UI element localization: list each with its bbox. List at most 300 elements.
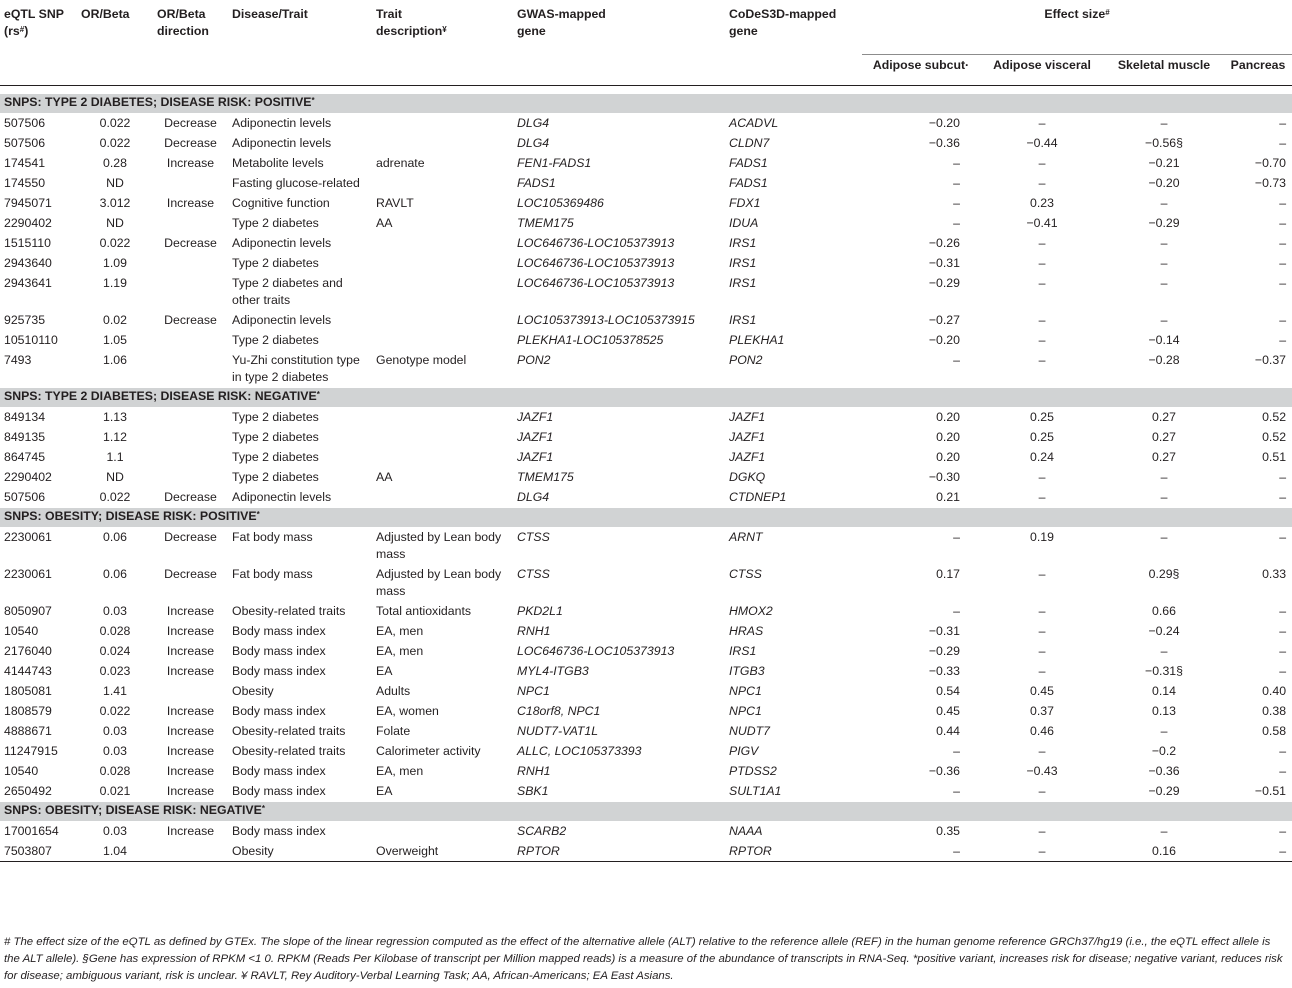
cell-effect-pancreas: – (1279, 824, 1287, 838)
cell-effect-adipose-visceral: – (1038, 156, 1046, 170)
cell-direction (153, 467, 228, 487)
cell-effect-skeletal-muscle: −0.36 (1148, 764, 1180, 778)
cell-snp: 864745 (4, 450, 46, 464)
cell-disease-trait: Obesity (228, 841, 372, 862)
cell-effect-skeletal-muscle: – (1160, 116, 1168, 130)
table-footnote: # The effect size of the eQTL as defined by GTEx. The slope of the linear regression computed as the effect of the alternative allele (ALT) relative to the reference allele (REF) in the human genome reference GRCh37/hg19 (i.e., the eQTL effect allele is the ALT allele). §Gene has expression of RPKM <1 0. RPKM (Reads Per Kilobase of transcript per Million mapped reads) is a measure of the abundance of transcripts in RNA-Seq. *positive variant, increases risk for disease; negative variant, reduces risk for disease; ambiguous variant, risk is unclear. ¥ RAVLT, Rey Auditory-Verbal Learning Task; AA, African-Americans; EA East Asians. (4, 936, 1283, 982)
cell-direction: Increase (166, 744, 215, 758)
cell-effect-skeletal-muscle: 0.27 (1152, 410, 1176, 424)
cell-effect-adipose-visceral: – (1038, 644, 1046, 658)
table-row (0, 721, 1292, 741)
cell-gwas-gene: JAZF1 (517, 430, 554, 444)
cell-trait-description (372, 330, 513, 350)
cell-codes3d-gene: PLEKHA1 (729, 333, 785, 347)
table-row (0, 601, 1292, 621)
cell-or-beta: ND (106, 216, 124, 230)
cell-codes3d-gene: PON2 (729, 353, 763, 367)
cell-or-beta: 0.28 (103, 156, 127, 170)
cell-gwas-gene: NUDT7-VAT1L (517, 724, 599, 738)
section-title: SNPS: OBESITY; DISEASE RISK: NEGATIVE* (0, 802, 1292, 822)
cell-trait-description (372, 133, 513, 153)
cell-effect-adipose-subcut: −0.36 (928, 764, 960, 778)
cell-gwas-gene: DLG4 (517, 490, 550, 504)
cell-effect-adipose-subcut: – (953, 530, 960, 544)
cell-snp: 925735 (4, 313, 46, 327)
cell-disease-trait: Body mass index (232, 624, 326, 638)
cell-effect-skeletal-muscle: 0.16 (1104, 841, 1224, 862)
cell-or-beta: 3.012 (99, 196, 131, 210)
cell-effect-pancreas: – (1279, 236, 1287, 250)
cell-direction (153, 447, 228, 467)
cell-effect-pancreas: −0.37 (1254, 353, 1287, 367)
cell-gwas-gene: FADS1 (517, 176, 556, 190)
cell-direction (153, 173, 228, 193)
cell-codes3d-gene: IDUA (729, 216, 759, 230)
cell-effect-adipose-visceral: −0.41 (1026, 216, 1058, 230)
section-header-row (0, 508, 1292, 528)
cell-or-beta: 1.1 (106, 450, 124, 464)
header-tissue-adipose-visceral: Adipose visceral (980, 55, 1104, 86)
cell-effect-skeletal-muscle: −0.24 (1148, 624, 1180, 638)
cell-effect-adipose-subcut: −0.26 (928, 236, 960, 250)
cell-effect-adipose-subcut: – (953, 784, 960, 798)
header-trait-description: Trait description¥ (376, 7, 447, 38)
cell-gwas-gene: C18orf8, NPC1 (517, 704, 601, 718)
cell-effect-pancreas: 0.52 (1262, 410, 1287, 424)
cell-effect-skeletal-muscle: −0.29 (1148, 216, 1180, 230)
cell-effect-adipose-subcut: 0.20 (936, 450, 960, 464)
cell-codes3d-gene: JAZF1 (729, 450, 766, 464)
cell-codes3d-gene: FDX1 (729, 196, 761, 210)
cell-effect-adipose-visceral: 0.23 (1030, 196, 1054, 210)
cell-trait-description: adrenate (376, 156, 425, 170)
cell-effect-pancreas: 0.52 (1262, 430, 1287, 444)
table-row (0, 407, 1292, 427)
cell-effect-pancreas: 0.38 (1262, 704, 1287, 718)
cell-effect-adipose-subcut: – (953, 216, 960, 230)
cell-effect-skeletal-muscle: −0.2 (1151, 744, 1177, 758)
cell-snp: 1515110 (4, 236, 51, 250)
cell-gwas-gene: JAZF1 (517, 450, 554, 464)
cell-trait-description (372, 253, 513, 273)
cell-codes3d-gene: HRAS (729, 624, 764, 638)
section-title: SNPS: TYPE 2 DIABETES; DISEASE RISK: POSITIVE* (0, 94, 1292, 114)
cell-gwas-gene: CTSS (517, 567, 550, 581)
cell-effect-skeletal-muscle: – (1160, 644, 1168, 658)
cell-effect-adipose-subcut: −0.20 (928, 333, 960, 347)
cell-effect-adipose-subcut: 0.44 (936, 724, 960, 738)
cell-gwas-gene: DLG4 (517, 136, 550, 150)
cell-snp: 507506 (4, 116, 46, 130)
cell-gwas-gene: FEN1-FADS1 (517, 156, 592, 170)
cell-effect-adipose-visceral: – (1038, 116, 1046, 130)
cell-gwas-gene: RPTOR (513, 841, 725, 862)
cell-snp: 174541 (4, 156, 46, 170)
table-row (0, 310, 1292, 330)
cell-disease-trait: Adiponectin levels (232, 236, 332, 250)
cell-or-beta: 0.021 (99, 784, 131, 798)
cell-codes3d-gene: IRS1 (729, 256, 757, 270)
cell-snp: 4888671 (4, 724, 52, 738)
cell-gwas-gene: PLEKHA1-LOC105378525 (517, 333, 664, 347)
cell-effect-adipose-subcut: −0.33 (928, 664, 960, 678)
cell-effect-skeletal-muscle: −0.21 (1148, 156, 1180, 170)
table-header (0, 0, 1292, 94)
cell-trait-description: Adjusted by Lean body mass (376, 567, 502, 598)
cell-direction (153, 213, 228, 233)
cell-codes3d-gene: IRS1 (729, 236, 757, 250)
cell-effect-adipose-subcut: – (953, 744, 960, 758)
cell-gwas-gene: MYL4-ITGB3 (517, 664, 589, 678)
cell-gwas-gene: SBK1 (517, 784, 549, 798)
cell-snp: 174550 (4, 176, 46, 190)
cell-or-beta: 1.06 (103, 353, 127, 367)
cell-codes3d-gene: JAZF1 (729, 410, 766, 424)
cell-effect-pancreas: 0.58 (1262, 724, 1287, 738)
cell-or-beta: 1.12 (103, 430, 127, 444)
cell-gwas-gene: TMEM175 (517, 216, 574, 230)
header-snp: eQTL SNP (rs#) (4, 7, 64, 38)
cell-trait-description (372, 113, 513, 133)
cell-trait-description (372, 487, 513, 508)
cell-effect-pancreas: – (1279, 196, 1287, 210)
cell-direction: Decrease (164, 490, 217, 504)
cell-gwas-gene: LOC646736-LOC105373913 (517, 276, 675, 290)
cell-effect-adipose-visceral: 0.24 (1030, 450, 1054, 464)
cell-disease-trait: Adiponectin levels (232, 136, 332, 150)
cell-disease-trait: Body mass index (232, 764, 326, 778)
cell-disease-trait: Fasting glucose-related (232, 176, 360, 190)
cell-effect-skeletal-muscle: 0.29§ (1148, 567, 1180, 581)
cell-snp: 10510110 (4, 333, 58, 347)
cell-disease-trait: Body mass index (232, 824, 326, 838)
cell-effect-adipose-subcut: 0.20 (936, 430, 960, 444)
cell-snp: 7493 (4, 353, 32, 367)
cell-effect-pancreas: – (1279, 530, 1287, 544)
cell-disease-trait: Body mass index (232, 704, 326, 718)
cell-disease-trait: Obesity-related traits (232, 724, 346, 738)
cell-effect-pancreas: – (1279, 490, 1287, 504)
cell-direction: Decrease (164, 116, 217, 130)
cell-effect-adipose-subcut: 0.45 (936, 704, 960, 718)
header-codes3d-gene: CoDeS3D-mapped gene (729, 7, 837, 38)
cell-effect-skeletal-muscle: −0.28 (1148, 353, 1180, 367)
cell-or-beta: 1.41 (103, 684, 127, 698)
table-row (0, 330, 1292, 350)
cell-effect-pancreas: 0.40 (1262, 684, 1287, 698)
cell-snp: 7945071 (4, 196, 52, 210)
cell-or-beta: 1.19 (103, 276, 127, 290)
header-tissue-pancreas: Pancreas (1224, 55, 1292, 86)
header-tissue-skeletal-muscle: Skeletal muscle (1104, 55, 1224, 86)
cell-snp: 1808579 (4, 704, 52, 718)
table-body (0, 94, 1292, 862)
cell-direction: Increase (166, 156, 215, 170)
cell-effect-pancreas: −0.70 (1254, 156, 1287, 170)
cell-trait-description: Folate (376, 724, 411, 738)
cell-trait-description (372, 427, 513, 447)
cell-trait-description: AA (376, 216, 393, 230)
cell-effect-skeletal-muscle: – (1160, 724, 1168, 738)
cell-direction (153, 841, 228, 862)
cell-disease-trait: Type 2 diabetes (232, 256, 319, 270)
cell-effect-pancreas: −0.51 (1254, 784, 1287, 798)
cell-effect-pancreas: – (1279, 256, 1287, 270)
cell-effect-pancreas: – (1279, 333, 1287, 347)
cell-or-beta: 0.022 (99, 236, 131, 250)
table-row (0, 564, 1292, 601)
cell-codes3d-gene: DGKQ (729, 470, 766, 484)
cell-or-beta: 0.023 (99, 664, 131, 678)
cell-or-beta: 0.022 (99, 490, 131, 504)
table-row (0, 741, 1292, 761)
cell-effect-adipose-subcut: −0.36 (928, 136, 960, 150)
cell-effect-skeletal-muscle: 0.14 (1152, 684, 1176, 698)
cell-effect-skeletal-muscle: – (1160, 313, 1168, 327)
cell-direction (153, 330, 228, 350)
header-direction: OR/Beta direction (157, 7, 209, 38)
cell-disease-trait: Type 2 diabetes (232, 333, 319, 347)
cell-effect-pancreas: – (1279, 764, 1287, 778)
cell-disease-trait: Type 2 diabetes (232, 470, 319, 484)
table-row (0, 350, 1292, 388)
cell-or-beta: 0.06 (103, 530, 127, 544)
cell-disease-trait: Adiponectin levels (232, 490, 332, 504)
table-row (0, 113, 1292, 133)
cell-effect-adipose-visceral: 0.45 (1030, 684, 1054, 698)
cell-snp: 2176040 (4, 644, 52, 658)
cell-effect-adipose-visceral: – (1038, 236, 1046, 250)
cell-codes3d-gene: IRS1 (729, 644, 757, 658)
cell-effect-adipose-subcut: −0.20 (928, 116, 960, 130)
cell-effect-pancreas: – (1279, 116, 1287, 130)
cell-gwas-gene: SCARB2 (517, 824, 567, 838)
cell-direction: Decrease (164, 313, 217, 327)
table-row (0, 273, 1292, 310)
cell-gwas-gene: JAZF1 (517, 410, 554, 424)
cell-effect-adipose-subcut: – (953, 196, 960, 210)
cell-direction: Decrease (164, 236, 217, 250)
cell-trait-description: Genotype model (376, 353, 467, 367)
cell-codes3d-gene: NAAA (729, 824, 763, 838)
cell-effect-skeletal-muscle: – (1160, 530, 1168, 544)
cell-disease-trait: Adiponectin levels (232, 313, 332, 327)
cell-effect-pancreas: 0.51 (1262, 450, 1287, 464)
cell-trait-description (372, 273, 513, 310)
cell-codes3d-gene: IRS1 (729, 276, 757, 290)
cell-effect-adipose-subcut: −0.29 (928, 644, 960, 658)
cell-direction (153, 407, 228, 427)
cell-direction: Increase (166, 724, 215, 738)
cell-or-beta: 0.03 (103, 744, 127, 758)
cell-or-beta: 0.022 (99, 136, 131, 150)
cell-effect-pancreas: – (1224, 841, 1292, 862)
cell-disease-trait: Cognitive function (232, 196, 330, 210)
cell-effect-adipose-subcut: – (953, 604, 960, 618)
cell-effect-adipose-subcut: 0.20 (936, 410, 960, 424)
cell-effect-adipose-visceral: −0.44 (1026, 136, 1058, 150)
cell-or-beta: 0.03 (103, 604, 127, 618)
cell-effect-adipose-visceral: – (1038, 490, 1046, 504)
cell-snp: 849134 (4, 410, 46, 424)
cell-snp: 2230061 (4, 530, 52, 544)
cell-effect-adipose-subcut: −0.31 (928, 624, 960, 638)
cell-or-beta: 1.04 (77, 841, 153, 862)
cell-snp: 11247915 (4, 744, 58, 758)
cell-codes3d-gene: SULT1A1 (729, 784, 782, 798)
cell-snp: 2290402 (4, 470, 52, 484)
cell-effect-adipose-visceral: – (1038, 567, 1046, 581)
section-header-row (0, 802, 1292, 822)
cell-effect-adipose-subcut: – (953, 156, 960, 170)
cell-disease-trait: Fat body mass (232, 530, 313, 544)
cell-or-beta: 0.028 (99, 764, 131, 778)
cell-effect-adipose-visceral: – (1038, 176, 1046, 190)
cell-effect-adipose-visceral: 0.25 (1030, 430, 1054, 444)
cell-effect-skeletal-muscle: −0.31§ (1145, 664, 1183, 678)
section-header-row (0, 388, 1292, 408)
cell-trait-description: RAVLT (376, 196, 414, 210)
cell-direction: Increase (166, 704, 215, 718)
cell-effect-skeletal-muscle: – (1160, 196, 1168, 210)
cell-direction: Increase (166, 784, 215, 798)
table-row (0, 233, 1292, 253)
cell-codes3d-gene: ARNT (729, 530, 763, 544)
table-row (0, 841, 1292, 862)
cell-trait-description (372, 173, 513, 193)
cell-snp: 2943641 (4, 276, 52, 290)
cell-effect-adipose-subcut: – (953, 176, 960, 190)
cell-codes3d-gene: ITGB3 (729, 664, 765, 678)
cell-trait-description: Adjusted by Lean body mass (376, 530, 502, 561)
cell-effect-adipose-visceral: – (1038, 824, 1046, 838)
cell-effect-adipose-visceral: – (1038, 313, 1046, 327)
cell-effect-pancreas: – (1279, 216, 1287, 230)
cell-disease-trait: Type 2 diabetes (232, 216, 319, 230)
cell-codes3d-gene: JAZF1 (729, 430, 766, 444)
section-header-row (0, 94, 1292, 114)
cell-or-beta: ND (106, 470, 124, 484)
cell-disease-trait: Body mass index (232, 664, 326, 678)
cell-effect-adipose-visceral: 0.37 (1030, 704, 1054, 718)
cell-effect-skeletal-muscle: 0.27 (1152, 430, 1176, 444)
cell-snp: 7503807 (0, 841, 77, 862)
cell-or-beta: 0.03 (103, 824, 127, 838)
cell-gwas-gene: PON2 (517, 353, 551, 367)
cell-direction (153, 427, 228, 447)
cell-gwas-gene: TMEM175 (517, 470, 574, 484)
cell-effect-skeletal-muscle: – (1160, 256, 1168, 270)
table-row (0, 701, 1292, 721)
cell-codes3d-gene: ACADVL (729, 116, 779, 130)
cell-effect-skeletal-muscle: – (1160, 824, 1168, 838)
cell-snp: 10540 (4, 764, 39, 778)
cell-effect-skeletal-muscle: −0.20 (1148, 176, 1180, 190)
cell-effect-pancreas: – (1279, 744, 1287, 758)
cell-direction (153, 681, 228, 701)
cell-codes3d-gene: CTDNEP1 (729, 490, 787, 504)
cell-gwas-gene: RNH1 (517, 624, 551, 638)
cell-effect-adipose-visceral: 0.46 (1030, 724, 1054, 738)
cell-direction: Decrease (164, 567, 217, 581)
cell-effect-adipose-subcut: −0.29 (928, 276, 960, 290)
cell-gwas-gene: DLG4 (517, 116, 550, 130)
cell-disease-trait: Fat body mass (232, 567, 313, 581)
cell-codes3d-gene: NUDT7 (729, 724, 770, 738)
table-row (0, 821, 1292, 841)
table-row (0, 761, 1292, 781)
cell-gwas-gene: LOC105373913-LOC105373915 (517, 313, 695, 327)
header-tissue-adipose-subcut: Adipose subcut· (862, 55, 980, 86)
cell-effect-adipose-visceral: 0.25 (1030, 410, 1054, 424)
cell-disease-trait: Obesity-related traits (232, 604, 346, 618)
cell-effect-adipose-visceral: – (1038, 470, 1046, 484)
cell-snp: 2943640 (4, 256, 52, 270)
cell-gwas-gene: LOC646736-LOC105373913 (517, 644, 675, 658)
cell-effect-pancreas: – (1279, 276, 1287, 290)
cell-disease-trait: Yu-Zhi constitution type in type 2 diabetes (232, 353, 360, 384)
cell-effect-skeletal-muscle: 0.66 (1152, 604, 1176, 618)
cell-trait-description: EA (376, 664, 393, 678)
cell-snp: 2230061 (4, 567, 52, 581)
cell-codes3d-gene: PIGV (729, 744, 759, 758)
cell-effect-adipose-subcut: 0.21 (936, 490, 960, 504)
cell-effect-pancreas: – (1279, 624, 1287, 638)
table-row (0, 173, 1292, 193)
cell-direction (153, 253, 228, 273)
cell-codes3d-gene: NPC1 (729, 704, 762, 718)
cell-trait-description (372, 447, 513, 467)
table-row (0, 427, 1292, 447)
cell-effect-skeletal-muscle: – (1160, 470, 1168, 484)
header-disease-trait: Disease/Trait (232, 7, 308, 21)
cell-trait-description (372, 233, 513, 253)
cell-effect-adipose-subcut: −0.27 (928, 313, 960, 327)
cell-gwas-gene: CTSS (517, 530, 550, 544)
header-effect-size: Effect size# (1044, 7, 1110, 21)
cell-trait-description (372, 821, 513, 841)
cell-or-beta: 0.06 (103, 567, 127, 581)
cell-or-beta: 0.022 (99, 116, 131, 130)
table-row (0, 213, 1292, 233)
cell-trait-description: Overweight (372, 841, 513, 862)
table-row (0, 621, 1292, 641)
cell-effect-skeletal-muscle: – (1160, 490, 1168, 504)
cell-effect-skeletal-muscle: −0.14 (1148, 333, 1180, 347)
cell-or-beta: 0.02 (103, 313, 127, 327)
cell-direction: Increase (166, 624, 215, 638)
cell-disease-trait: Type 2 diabetes (232, 410, 319, 424)
cell-gwas-gene: NPC1 (517, 684, 550, 698)
cell-snp: 2290402 (4, 216, 52, 230)
cell-effect-adipose-subcut: 0.35 (936, 824, 960, 838)
cell-effect-adipose-visceral: −0.43 (1026, 764, 1058, 778)
cell-or-beta: 0.022 (99, 704, 131, 718)
table-row (0, 253, 1292, 273)
header-gwas-gene: GWAS-mapped gene (517, 7, 606, 38)
cell-codes3d-gene: IRS1 (729, 313, 757, 327)
cell-codes3d-gene: NPC1 (729, 684, 762, 698)
cell-trait-description (372, 310, 513, 330)
cell-or-beta: ND (106, 176, 124, 190)
cell-direction: Increase (166, 644, 215, 658)
cell-gwas-gene: LOC646736-LOC105373913 (517, 236, 675, 250)
cell-direction: Increase (166, 196, 215, 210)
cell-effect-pancreas: – (1279, 313, 1287, 327)
cell-codes3d-gene: CLDN7 (729, 136, 770, 150)
cell-effect-adipose-visceral: – (1038, 353, 1046, 367)
cell-disease-trait: Metabolite levels (232, 156, 324, 170)
